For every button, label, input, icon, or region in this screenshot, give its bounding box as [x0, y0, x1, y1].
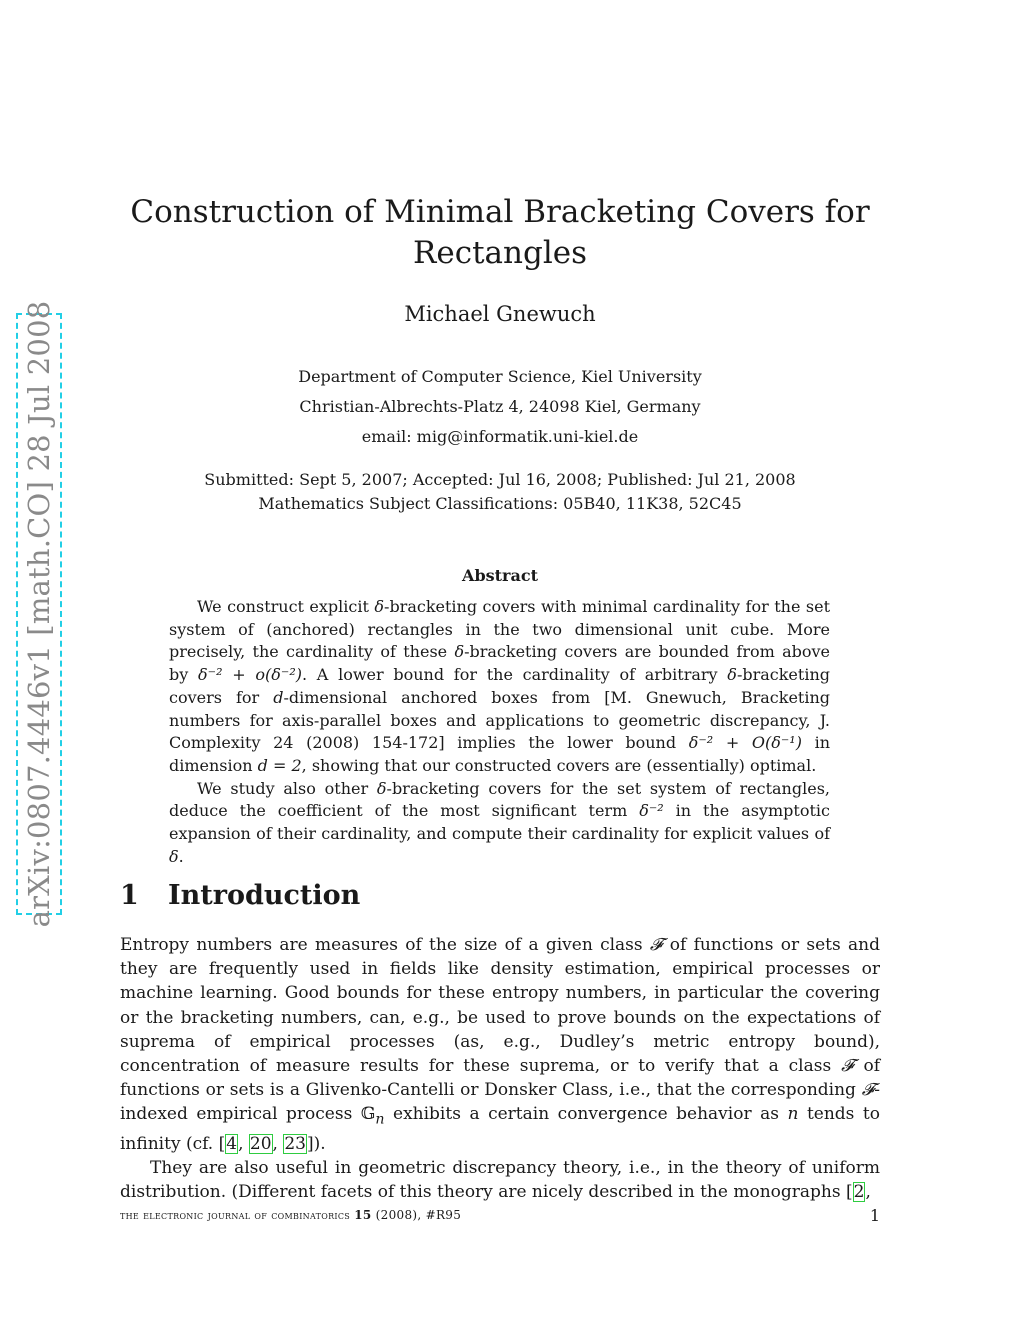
- abstract-body: [169, 596, 830, 868]
- affiliation-department: Department of Computer Science, Kiel University: [298, 367, 702, 386]
- citation-link-4[interactable]: 4: [226, 1134, 238, 1155]
- submission-dates: Submitted: Sept 5, 2007; Accepted: Jul 16, 2008; Published: Jul 21, 2008: [204, 470, 796, 489]
- subject-classifications: Mathematics Subject Classifications: 05B40, 11K38, 52C45: [258, 494, 742, 513]
- author-name: Michael Gnewuch: [404, 302, 596, 326]
- title-line-2: Rectangles: [413, 235, 587, 271]
- citation-link-20[interactable]: 20: [249, 1134, 272, 1155]
- intro-paragraph-2: They are also useful in geometric discrepancy theory, i.e., in the theory of uniform distribution. (Different facets of this theory are nicely described in the monographs [2,: [120, 1158, 880, 1203]
- section-heading-introduction: [120, 880, 360, 911]
- abstract-paragraph-1: We construct explicit δ-bracketing covers with minimal cardinality for the set system of (anchored) rectangles in the two dimensional unit cube. More precisely, the cardinality of these δ-bracketing covers are bounded from above by δ⁻² + o(δ⁻²). A lower bound for the cardinality of arbitrary δ-bracketing covers for d-dimensional anchored boxes from [M. Gnewuch, Bracketing numbers for axis-parallel boxes and applications to geometric discrepancy, J. Complexity 24 (2008) 154-172] implies the lower bound δ⁻² + O(δ⁻¹) in dimension d = 2, showing that our constructed covers are (essentially) optimal.: [169, 597, 831, 775]
- section-title: Introduction: [168, 880, 361, 911]
- paper-title: [120, 192, 880, 274]
- journal-year-issue: (2008), #R95: [375, 1208, 462, 1222]
- journal-volume: 15: [354, 1208, 372, 1222]
- title-line-1: Construction of Minimal Bracketing Covers for: [130, 194, 870, 230]
- introduction-body: [120, 933, 880, 1205]
- arxiv-sidebar-stamp: [16, 300, 62, 928]
- arxiv-id: arXiv:0807.4446v1 [math.CO] 28 Jul 2008: [22, 300, 56, 928]
- abstract-paragraph-2: We study also other δ-bracketing covers for the set system of rectangles, deduce the coefficient of the most significant term δ⁻² in the asymptotic expansion of their cardinality, and compute their cardinality for explicit values of δ.: [169, 778, 830, 866]
- affiliation-address: Christian-Albrechts-Platz 4, 24098 Kiel, Germany: [299, 397, 701, 416]
- abstract-heading: Abstract: [462, 566, 538, 585]
- intro-paragraph-1: Entropy numbers are measures of the size of a given class 𝓕 of functions or sets and they are frequently used in fields like density estimation, empirical processes or machine learning. Good bounds for these entropy numbers, in particular the covering or the bracketing numbers, can, e.g., be used to prove bounds on the expectations of suprema of empirical processes (as, e.g., Dudley’s metric entropy bound), concentration of measure results for these suprema, or to verify that a class 𝓕 of functions or sets is a Glivenko-Cantelli or Donsker Class, i.e., that the corresponding 𝓕-indexed empirical process 𝔾$_n$ exhibits a certain convergence behavior as n tends to infinity (cf. [4, 20, 23]).: [120, 935, 880, 1155]
- citation-link-23[interactable]: 23: [284, 1134, 306, 1155]
- citation-link-2[interactable]: 2: [853, 1182, 865, 1203]
- page-number: 1: [869, 1206, 880, 1225]
- journal-name: the electronic journal of combinatorics: [120, 1208, 351, 1222]
- section-number: 1: [120, 880, 139, 911]
- journal-footer: [120, 1208, 461, 1222]
- author-email: email: mig@informatik.uni-kiel.de: [361, 427, 639, 446]
